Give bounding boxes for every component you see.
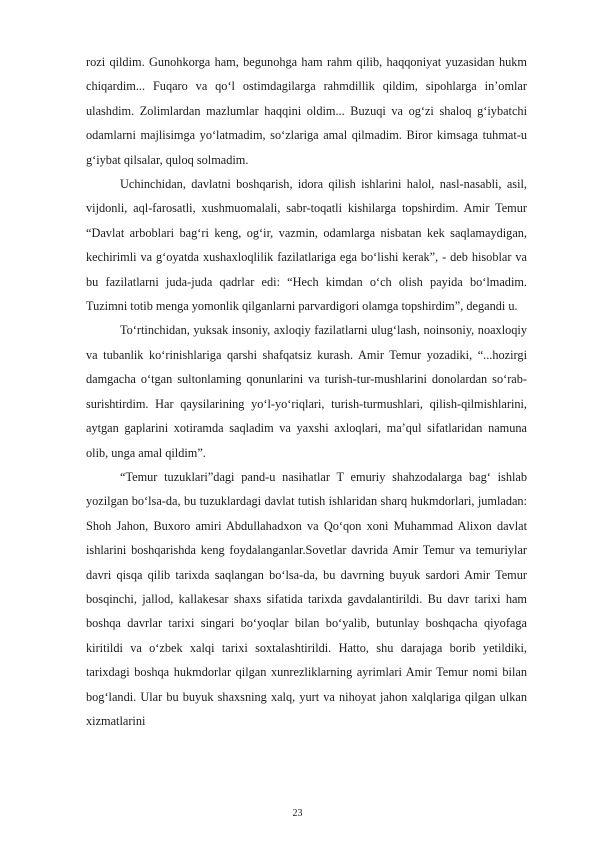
paragraph-fourth-principle: To‘rtinchidan, yuksak insoniy, axloqiy fazilatlarni ulug‘lash, noinsoniy, noaxloqiy va tubanlik ko‘rinishlariga qarshi shafqatsiz kurash. Amir Temur yozadiki, “...hozirgi damgacha o‘tgan sultonlaming qonunlarini va turish-tur-mushlarini donolardan so‘rab-surishtirdim. Har qaysilarining yo‘l-yo‘riqlari, turish-turmushlari, qilish-qilmishlarini, aytgan gaplarini xotiramda saqladim va yaxshi axloqlari, ma’qul sifatlaridan namuna olib, unga amal qildim”. bbox=[86, 323, 527, 460]
page-body bbox=[86, 50, 527, 733]
paragraph-continuation: rozi qildim. Gunohkorga ham, begunohga ham rahm qilib, haqqoniyat yuzasidan hukm chiqardim... Fuqaro va qo‘l ostimdagilarga rahmdillik qildim, sipohlarga in’omlar ulashdim. Zolimlardan mazlumlar haqqini oldim... Buzuqi va og‘zi shaloq g‘iybatchi odamlarni majlisimga yo‘latmadim, so‘zlariga amal qilmadim. Biror kimsaga tuhmat-u g‘iybat qilsalar, quloq solmadim. bbox=[86, 55, 527, 167]
page-number: 23 bbox=[292, 808, 303, 819]
paragraph-temur-tuzuklari: “Temur tuzuklari”dagi pand-u nasihatlar T emuriy shahzodalarga bag‘ ishlab yozilgan bo‘lsa-da, bu tuzuklardagi davlat tutish ishlaridan sharq hukmdorlari, jumladan: Shoh Jahon, Buxoro amiri Abdullahadxon va Qo‘qon xoni Muhammad Alixon davlat ishlarini boshqarishda keng foydalanganlar.Sovetlar davrida Amir Temur va temuriylar davri qisqa qilib tarixda saqlangan bo‘lsa-da, bu davrning buyuk sardori Amir Temur bosqinchi, jallod, kallakesar shaxs sifatida tarixda gavdalantirildi. Bu davr tarixi ham boshqa davrlar tarixi singari bo‘yoqlar bilan bo‘yalib, butunlay boshqacha qiyofaga kiritildi va o‘zbek xalqi tarixi soxtalashtirildi. Hatto, shu darajaga borib yetildiki, tarixdagi boshqa hukmdorlar qilgan xunrezliklarning ayrimlari Amir Temur nomi bilan bog‘landi. Ular bu buyuk shaxsning xalq, yurt va nihoyat jahon xalqlariga qilgan ulkan xizmatlarini bbox=[86, 469, 527, 728]
paragraph-third-principle: Uchinchidan, davlatni boshqarish, idora qilish ishlarini halol, nasl-nasabli, asil, vijdonli, aql-farosatli, xushmuomalali, sabr-toqatli kishilarga topshirdim. Amir Temur “Davlat arboblari bag‘ri keng, og‘ir, vazmin, odamlarga nisbatan kek saqlamaydigan, kechirimli va g‘oyatda xushaxloqlilik fazilatlariga ega bo‘lishi kerak”, - deb hisoblar va bu fazilatlarni juda-juda qadrlar edi: “Hech kimdan o‘ch olish payida bo‘lmadim. Tuzimni totib menga yomonlik qilganlarni parvardigori olamga topshirdim”, degandi u. bbox=[86, 177, 527, 314]
